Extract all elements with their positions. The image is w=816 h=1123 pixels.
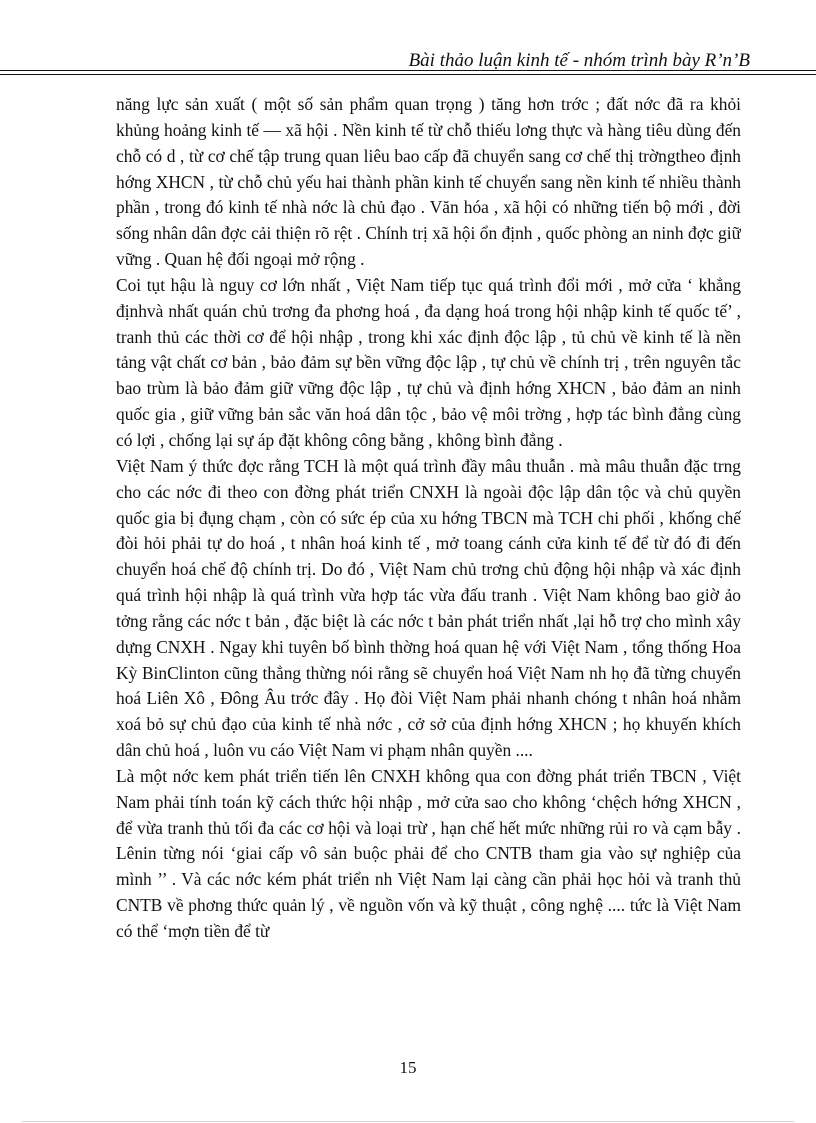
paragraph: Việt Nam ý thức đợc rằng TCH là một quá trình đầy mâu thuẫn . mà mâu thuẫn đặc trng cho các nớc đi theo con đờng phát triển CNXH là ngoài độc lập dân tộc và chủ quyền quốc gia bị đụng chạm , còn có sức ép của xu hớng TBCN mà TCH chi phối , khống chế đòi hỏi phải tự do hoá , t nhân hoá kinh tế , mở toang cánh cửa kinh tế để từ đó đi đến chuyển hoá chế độ chính trị. Do đó , Việt Nam chủ trơng chủ động hội nhập và xác định quá trình hội nhập là quá trình vừa hợp tác vừa đấu tranh . Việt Nam không bao giờ ảo tởng rằng các nớc t bản , đặc biệt là các nớc t bản phát triển nhất ,lại hỗ trợ cho mình xây dựng CNXH . Ngay khi tuyên bố bình thờng hoá quan hệ với Việt Nam , tổng thống Hoa Kỳ BinClinton cũng thẳng thừng nói rằng sẽ chuyển hoá Việt Nam nh họ đã từng chuyển hoá Liên Xô , Đông Âu trớc đây . Họ đòi Việt Nam phải nhanh chóng t nhân hoá nhằm xoá bỏ sự chủ đạo của kinh tế nhà nớc , cở sở của định hớng XHCN ; họ khuyến khích dân chủ hoá , luôn vu cáo Việt Nam vi phạm nhân quyền ....: [116, 455, 741, 761]
header-title: Bài thảo luận kinh tế - nhóm trình bày R’n’B: [408, 50, 750, 71]
header-rule-secondary: [0, 74, 816, 75]
page-header: [0, 48, 816, 76]
page-number: 15: [399, 1058, 417, 1077]
bottom-divider: [22, 1121, 794, 1122]
paragraph: Coi tụt hậu là nguy cơ lớn nhất , Việt Nam tiếp tục quá trình đổi mới , mở cửa ‘ khẳng địnhvà nhất quán chủ trơng đa phơng hoá , đa dạng hoá trong hội nhập kinh tế quốc tế’ , tranh thủ các thời cơ để hội nhập , trong khi xác định độc lập , tủ chủ về kinh tế là nền tảng vật chất cơ bản , bảo đảm sự bền vững độc lập , tự chủ về chính trị , trên nguyên tắc bao trùm là bảo đảm giữ vững độc lập , tự chủ và định hớng XHCN , bảo đảm an ninh quốc gia , giữ vững bản sắc văn hoá dân tộc , bảo vệ môi trờng , hợp tác bình đẳng cùng có lợi , chống lại sự áp đặt không công bằng , không bình đẳng .: [116, 274, 741, 450]
header-rule: [0, 70, 816, 71]
paragraph: năng lực sản xuất ( một số sản phẩm quan trọng ) tăng hơn trớc ; đất nớc đã ra khỏi khủng hoảng kinh tế — xã hội . Nền kinh tế từ chỗ thiếu lơng thực và hàng tiêu dùng đến chỗ có d , từ cơ chế tập trung quan liêu bao cấp đã chuyển sang cơ chế thị trờngtheo định hớng XHCN , từ chỗ chủ yếu hai thành phần kinh tế chuyển sang nền kinh tế nhiều thành phần , trong đó kinh tế nhà nớc là chủ đạo . Văn hóa , xã hội có những tiến bộ mới , đời sống nhân dân đợc cải thiện rõ rệt . Chính trị xã hội ổn định , quốc phòng an ninh đợc giữ vững . Quan hệ đối ngoại mở rộng .: [116, 94, 741, 270]
document-body: [116, 92, 741, 1032]
paragraph: Là một nớc kem phát triển tiến lên CNXH không qua con đờng phát triển TBCN , Việt Nam phải tính toán kỹ cách thức hội nhập , mở cửa sao cho không ‘chệch hớng XHCN , để vừa tranh thủ tối đa các cơ hội và loại trừ , hạn chế hết mức những rủi ro và cạm bẫy . Lênin từng nói ‘giai cấp vô sản buộc phải để cho CNTB tham gia vào sự nghiệp của mình ’’ . Và các nớc kém phát triển nh Việt Nam lại càng cần phải học hỏi và tranh thủ CNTB về phơng thức quản lý , về nguồn vốn và kỹ thuật , công nghệ .... tức là Việt Nam có thể ‘mợn tiền để từ: [116, 765, 741, 941]
